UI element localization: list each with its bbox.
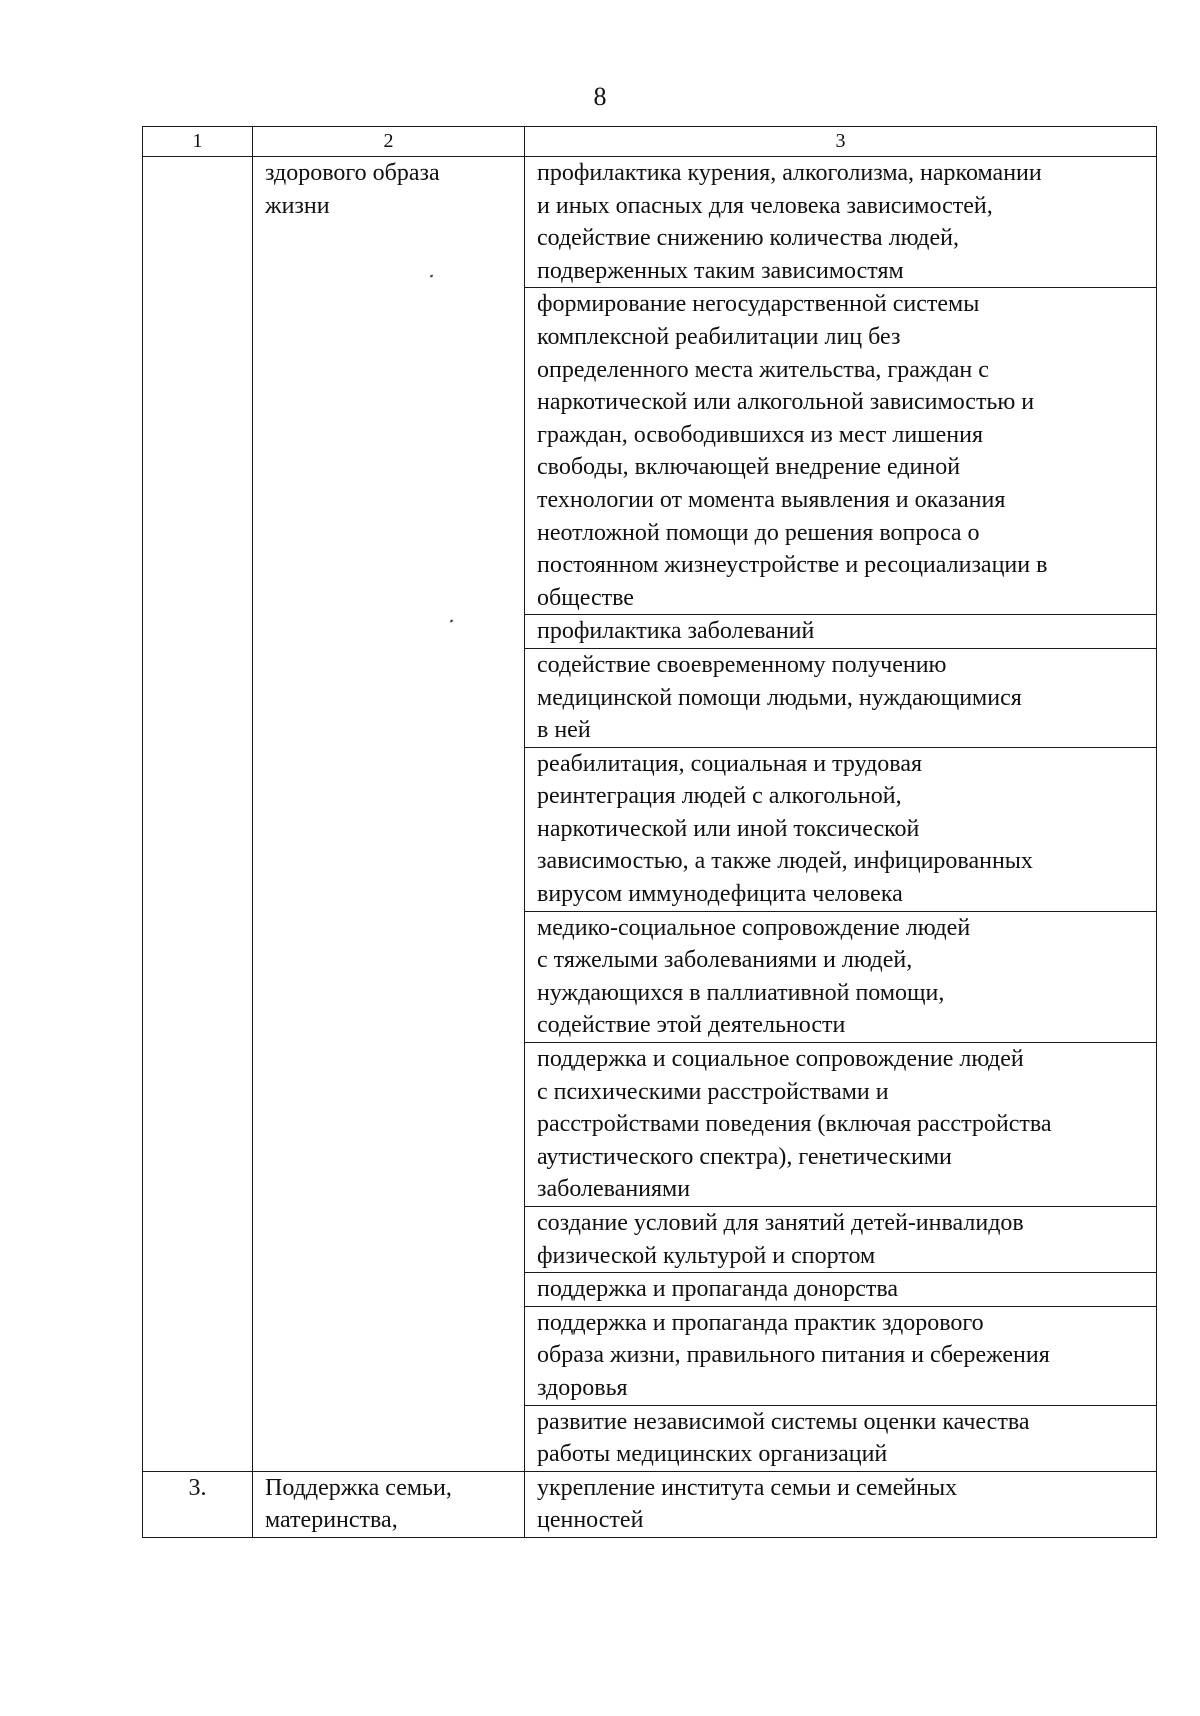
section-title: Поддержка семьи, материнства, (265, 1474, 452, 1534)
activity-cell (525, 288, 1157, 615)
activity-cell (525, 911, 1157, 1042)
section-title-cell (253, 157, 525, 1472)
activity-cell (525, 1405, 1157, 1471)
header-cell-1: 1 (143, 127, 253, 157)
table-header-row (143, 127, 1157, 157)
table-row (143, 157, 1157, 288)
activity-cell (525, 1306, 1157, 1405)
section-title-cell (253, 1471, 525, 1537)
activity-text: реабилитация, социальная и трудовая реинтеграция людей с алкогольной, наркотической или иной токсической зависимостью, а также людей, инфицированных вирусом иммунодефицита человека (537, 750, 1033, 908)
activity-cell (525, 1043, 1157, 1207)
activity-cell (525, 1471, 1157, 1537)
activity-text: профилактика заболеваний (537, 618, 815, 645)
header-cell-3: 3 (525, 127, 1157, 157)
activity-text: профилактика курения, алкоголизма, наркомании и иных опасных для человека зависимостей, содействие снижению количества людей, подверженных таким зависимостям (537, 160, 1042, 284)
row-number-cell: 3. (143, 1471, 253, 1537)
row-number-cell-empty (143, 157, 253, 1472)
activity-cell (525, 615, 1157, 649)
section-title: здорового образа жизни (265, 160, 440, 219)
activity-text: поддержка и пропаганда практик здорового образа жизни, правильного питания и сбережения здоровья (537, 1309, 1050, 1401)
activity-cell (525, 747, 1157, 911)
activity-text: создание условий для занятий детей-инвалидов физической культурой и спортом (537, 1210, 1024, 1269)
table-row (143, 1471, 1157, 1537)
activity-text: содействие своевременному получению медицинской помощи людьми, нуждающимися в ней (537, 651, 1022, 744)
activity-cell (525, 157, 1157, 288)
activity-cell (525, 648, 1157, 747)
activity-text: развитие независимой системы оценки качества работы медицинских организаций (537, 1408, 1030, 1468)
activity-cell (525, 1273, 1157, 1307)
activity-cell (525, 1207, 1157, 1273)
activity-text: медико-социальное сопровождение людей с тяжелыми заболеваниями и людей, нуждающихся в паллиативной помощи, содействие этой деятельности (537, 914, 971, 1039)
activity-text: поддержка и социальное сопровождение людей с психическими расстройствами и расстройствами поведения (включая расстройства аутистического спектра), генетическими заболеваниями (537, 1046, 1052, 1203)
activity-text: поддержка и пропаганда донорства (537, 1276, 899, 1303)
activity-text: формирование негосударственной системы комплексной реабилитации лиц без определенного места жительства, граждан с наркотической или алкогольной зависимостью и граждан, освободившихся из мест лишения свободы, включающей внедрение единой технологии от момента выявления и оказания неотложной помощи до решения вопроса о постоянном жизнеустройстве и ресоциализации в обществе (537, 291, 1048, 611)
document-table (142, 126, 1157, 1538)
page-number: 8 (593, 82, 607, 111)
header-cell-2: 2 (253, 127, 525, 157)
activity-text: укрепление института семьи и семейных ценностей (537, 1474, 958, 1534)
